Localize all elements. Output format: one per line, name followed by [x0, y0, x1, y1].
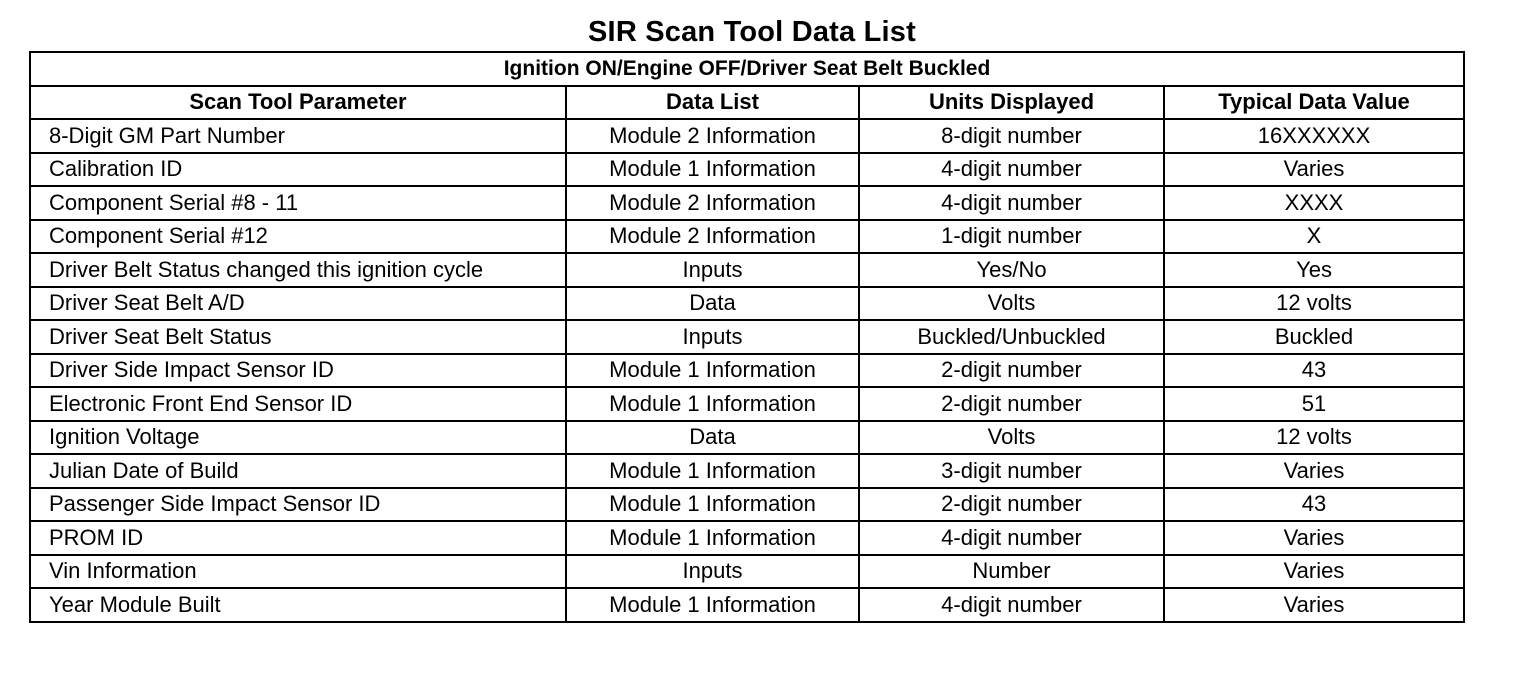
- parameter-cell: 8-Digit GM Part Number: [30, 119, 566, 153]
- table-row: [30, 421, 1464, 455]
- table-row: [30, 287, 1464, 321]
- column-header-typical-data-value: Typical Data Value: [1164, 86, 1464, 120]
- table-row: [30, 153, 1464, 187]
- table-row: [30, 186, 1464, 220]
- table-row: [30, 387, 1464, 421]
- units-cell: 8-digit number: [859, 119, 1164, 153]
- parameter-cell: Vin Information: [30, 555, 566, 589]
- units-cell: Volts: [859, 421, 1164, 455]
- parameter-cell: Year Module Built: [30, 588, 566, 622]
- data-list-cell: Module 2 Information: [566, 186, 859, 220]
- data-list-cell: Module 1 Information: [566, 521, 859, 555]
- data-list-cell: Module 1 Information: [566, 488, 859, 522]
- typical-value-cell: Varies: [1164, 588, 1464, 622]
- units-cell: 4-digit number: [859, 521, 1164, 555]
- typical-value-cell: X: [1164, 220, 1464, 254]
- parameter-cell: Driver Seat Belt Status: [30, 320, 566, 354]
- data-list-cell: Module 2 Information: [566, 220, 859, 254]
- typical-value-cell: XXXX: [1164, 186, 1464, 220]
- table-row: [30, 555, 1464, 589]
- units-cell: 2-digit number: [859, 488, 1164, 522]
- units-cell: 1-digit number: [859, 220, 1164, 254]
- typical-value-cell: 43: [1164, 488, 1464, 522]
- parameter-cell: Electronic Front End Sensor ID: [30, 387, 566, 421]
- data-list-cell: Module 1 Information: [566, 354, 859, 388]
- data-list-cell: Inputs: [566, 555, 859, 589]
- table-row: [30, 320, 1464, 354]
- table-row: [30, 220, 1464, 254]
- units-cell: Yes/No: [859, 253, 1164, 287]
- typical-value-cell: Varies: [1164, 454, 1464, 488]
- column-header-scan-tool-parameter: Scan Tool Parameter: [30, 86, 566, 120]
- parameter-cell: Ignition Voltage: [30, 421, 566, 455]
- parameter-cell: Driver Belt Status changed this ignition cycle: [30, 253, 566, 287]
- data-list-cell: Data: [566, 287, 859, 321]
- table-row: [30, 588, 1464, 622]
- data-list-cell: Inputs: [566, 253, 859, 287]
- table-row: [30, 354, 1464, 388]
- typical-value-cell: Varies: [1164, 555, 1464, 589]
- column-header-row: [30, 86, 1464, 120]
- units-cell: 4-digit number: [859, 153, 1164, 187]
- data-list-cell: Data: [566, 421, 859, 455]
- units-cell: Buckled/Unbuckled: [859, 320, 1164, 354]
- units-cell: 4-digit number: [859, 588, 1164, 622]
- typical-value-cell: 12 volts: [1164, 421, 1464, 455]
- table-row: [30, 119, 1464, 153]
- page-title: SIR Scan Tool Data List: [588, 16, 916, 48]
- condition-header: Ignition ON/Engine OFF/Driver Seat Belt Buckled: [30, 52, 1464, 86]
- units-cell: 2-digit number: [859, 387, 1164, 421]
- parameter-cell: Component Serial #8 - 11: [30, 186, 566, 220]
- table-row: [30, 521, 1464, 555]
- parameter-cell: Driver Side Impact Sensor ID: [30, 354, 566, 388]
- parameter-cell: Passenger Side Impact Sensor ID: [30, 488, 566, 522]
- scan-tool-data-table: [29, 51, 1465, 623]
- column-header-units-displayed: Units Displayed: [859, 86, 1164, 120]
- units-cell: 2-digit number: [859, 354, 1164, 388]
- data-list-cell: Module 1 Information: [566, 588, 859, 622]
- parameter-cell: Julian Date of Build: [30, 454, 566, 488]
- data-list-cell: Module 2 Information: [566, 119, 859, 153]
- data-list-cell: Module 1 Information: [566, 454, 859, 488]
- typical-value-cell: Varies: [1164, 153, 1464, 187]
- table-row: [30, 253, 1464, 287]
- units-cell: Number: [859, 555, 1164, 589]
- table-row: [30, 488, 1464, 522]
- typical-value-cell: Yes: [1164, 253, 1464, 287]
- data-list-cell: Module 1 Information: [566, 153, 859, 187]
- column-header-data-list: Data List: [566, 86, 859, 120]
- table-row: [30, 454, 1464, 488]
- parameter-cell: Calibration ID: [30, 153, 566, 187]
- typical-value-cell: 43: [1164, 354, 1464, 388]
- units-cell: Volts: [859, 287, 1164, 321]
- typical-value-cell: 16XXXXXX: [1164, 119, 1464, 153]
- data-list-cell: Inputs: [566, 320, 859, 354]
- parameter-cell: Driver Seat Belt A/D: [30, 287, 566, 321]
- data-list-cell: Module 1 Information: [566, 387, 859, 421]
- parameter-cell: Component Serial #12: [30, 220, 566, 254]
- typical-value-cell: 51: [1164, 387, 1464, 421]
- typical-value-cell: 12 volts: [1164, 287, 1464, 321]
- table-body: [30, 119, 1464, 622]
- typical-value-cell: Buckled: [1164, 320, 1464, 354]
- condition-row: [30, 52, 1464, 86]
- parameter-cell: PROM ID: [30, 521, 566, 555]
- units-cell: 4-digit number: [859, 186, 1164, 220]
- units-cell: 3-digit number: [859, 454, 1164, 488]
- typical-value-cell: Varies: [1164, 521, 1464, 555]
